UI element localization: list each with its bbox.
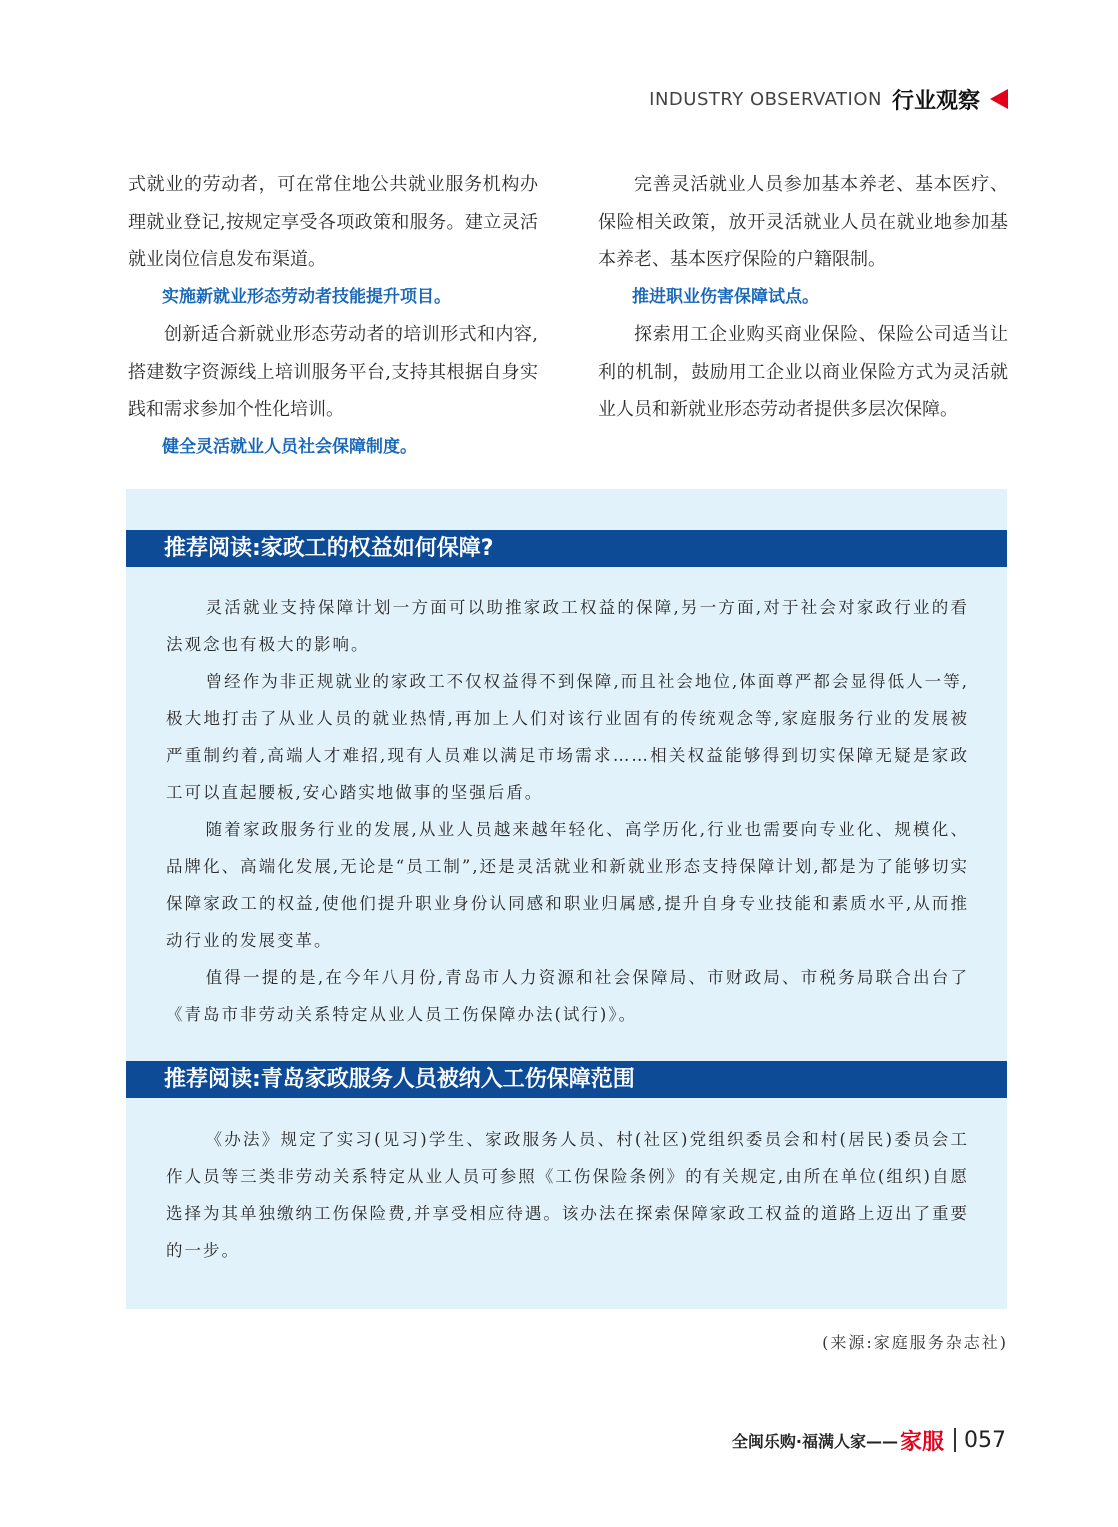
header-english: INDUSTRY OBSERVATION: [649, 88, 882, 110]
left-subheading-2: 健全灵活就业人员社会保障制度。: [162, 436, 417, 457]
section-title-bar-2: 推荐阅读:青岛家政服务人员被纳入工伤保障范围: [126, 1061, 1007, 1098]
section-2-body: [166, 1121, 969, 1269]
section-1-body: [166, 589, 969, 1033]
section-1-para-3: 随着家政服务行业的发展,从业人员越来越年轻化、高学历化,行业也需要向专业化、规模化、品牌化、高端化发展,无论是“员工制”,还是灵活就业和新就业形态支持保障计划,都是为了能够切实保障家政工的权益,使他们提升职业身份认同感和职业归属感,提升自身专业技能和素质水平,从而推动行业的发展变革。: [166, 820, 969, 950]
right-subheading-1: 推进职业伤害保障试点。: [632, 286, 819, 307]
left-subheading-1: 实施新就业形态劳动者技能提升项目。: [162, 286, 451, 307]
header-chinese: 行业观察: [891, 88, 980, 114]
section-2-para-1: 《办法》规定了实习(见习)学生、家政服务人员、村(社区)党组织委员会和村(居民)委员会工作人员等三类非劳动关系特定从业人员可参照《工伤保险条例》的有关规定,由所在单位(组织)自愿选择为其单独缴纳工伤保险费,并享受相应待遇。该办法在探索保障家政工权益的道路上迈出了重要的一步。: [166, 1130, 969, 1260]
left-para-1: 式就业的劳动者，可在常住地公共就业服务机构办理就业登记,按规定享受各项政策和服务。建立灵活就业岗位信息发布渠道。: [128, 174, 538, 270]
footer-slogan: 全闽乐购·福满人家——: [731, 1431, 898, 1451]
section-1-para-1: 灵活就业支持保障计划一方面可以助推家政工权益的保障,另一方面,对于社会对家政行业的看法观念也有极大的影响。: [166, 598, 969, 654]
left-column: [128, 166, 538, 466]
running-header: [649, 84, 1008, 114]
right-para-1: 完善灵活就业人员参加基本养老、基本医疗、保险相关政策，放开灵活就业人员在就业地参加基本养老、基本医疗保险的户籍限制。: [598, 174, 1008, 270]
page-number: 057: [964, 1427, 1006, 1453]
page-footer: [732, 1422, 1006, 1458]
right-column: [598, 166, 1008, 429]
recommended-reading-box: [126, 489, 1007, 1309]
section-title-bar-1: 推荐阅读:家政工的权益如何保障?: [126, 530, 1007, 567]
section-1-para-2: 曾经作为非正规就业的家政工不仅权益得不到保障,而且社会地位,体面尊严都会显得低人一等,极大地打击了从业人员的就业热情,再加上人们对该行业固有的传统观念等,家庭服务行业的发展被严重制约着,高端人才难招,现有人员难以满足市场需求……相关权益能够得到切实保障无疑是家政工可以直起腰板,安心踏实地做事的坚强后盾。: [166, 672, 969, 802]
footer-divider: [954, 1428, 956, 1452]
left-para-2: 创新适合新就业形态劳动者的培训形式和内容,搭建数字资源线上培训服务平台,支持其根据自身实践和需求参加个性化培训。: [128, 324, 538, 420]
triangle-marker-icon: [990, 89, 1008, 109]
section-1-para-4: 值得一提的是,在今年八月份,青岛市人力资源和社会保障局、市财政局、市税务局联合出台了《青岛市非劳动关系特定从业人员工伤保障办法(试行)》。: [166, 968, 969, 1024]
source-credit: (来源:家庭服务杂志社): [822, 1333, 1008, 1352]
right-para-2: 探索用工企业购买商业保险、保险公司适当让利的机制，鼓励用工企业以商业保险方式为灵活就业人员和新就业形态劳动者提供多层次保障。: [598, 324, 1008, 420]
footer-brand: 家服: [899, 1429, 944, 1455]
